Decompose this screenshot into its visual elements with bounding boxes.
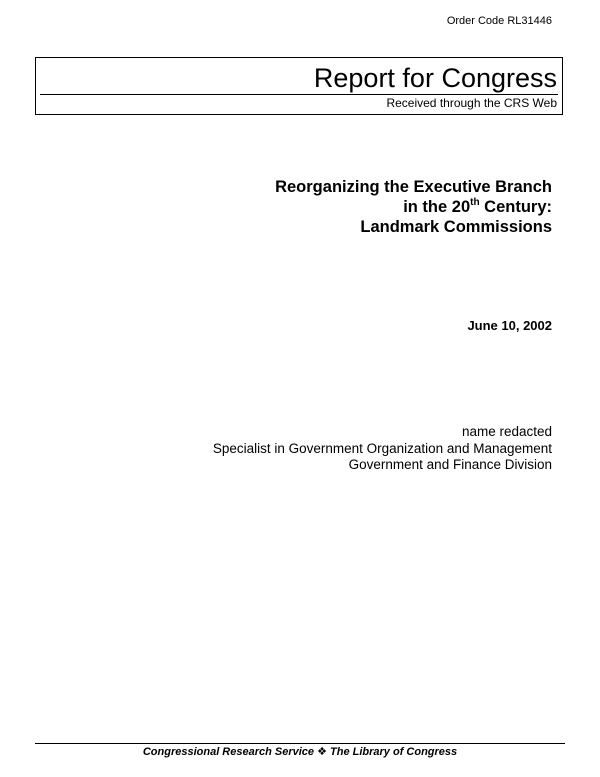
received-line: Received through the CRS Web [386,96,557,110]
author-position: Specialist in Government Organization and Management [212,440,552,456]
footer-text: Congressional Research Service ❖ The Library of Congress [142,746,458,758]
report-header-rule [40,94,558,95]
order-code: Order Code RL31446 [446,15,552,27]
title-line-1: Reorganizing the Executive Branch [275,178,552,196]
title-line-2 [275,197,552,217]
title-line-2-superscript: th [470,196,480,208]
report-title: Report for Congress [313,63,557,93]
title-line-3: Landmark Commissions [360,218,552,236]
title-line-2-post: Century: [479,198,552,216]
author-division: Government and Finance Division [348,457,552,472]
author-block [213,424,552,474]
report-date: June 10, 2002 [467,318,552,333]
title-line-2-pre: in the 20 [403,198,471,216]
report-header-box [35,57,563,115]
author-name: name redacted [461,424,552,439]
document-title [275,177,552,237]
footer-rule [35,743,565,744]
